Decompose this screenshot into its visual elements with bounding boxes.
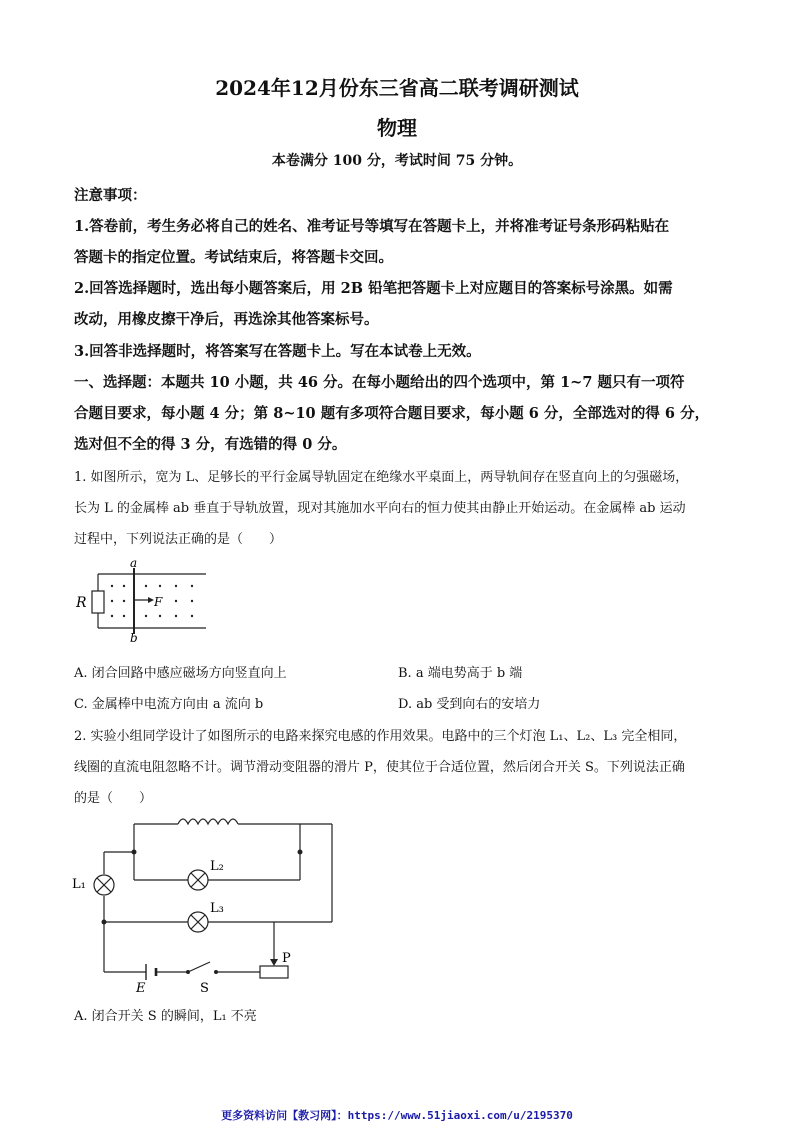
q1-figure xyxy=(74,558,214,644)
exam-subject: 物理 xyxy=(377,116,417,140)
lamp-L2 xyxy=(188,870,208,890)
section-line: 一、选择题：本题共 10 小题，共 46 分。在每小题给出的四个选项中，第 1~7 题只有一项符 xyxy=(74,374,685,391)
rheostat-symbol xyxy=(260,966,288,978)
notes-line: 2.回答选择题时，选出每小题答案后，用 2B 铅笔把答题卡上对应题目的答案标号涂黑。如需 xyxy=(74,280,673,297)
notes-line: 3.回答非选择题时，将答案写在答题卡上。写在本试卷上无效。 xyxy=(74,343,481,360)
lamp-L1 xyxy=(94,875,114,895)
q2-stem-line: 2. 实验小组同学设计了如图所示的电路来探究电感的作用效果。电路中的三个灯泡 L₁、L₂、L₃ 完全相同， xyxy=(74,729,687,744)
q2-option-a: A. 闭合开关 S 的瞬间，L₁ 不亮 xyxy=(74,1009,257,1024)
notes-line: 1.答卷前，考生务必将自己的姓名、准考证号等填写在答题卡上，并将准考证号条形码粘贴在 xyxy=(74,218,670,235)
q1-stem-line: 长为 L 的金属棒 ab 垂直于导轨放置，现对其施加水平向右的恒力使其由静止开始运动。在金属棒 ab 运动 xyxy=(74,501,686,516)
lamp-L3 xyxy=(188,912,208,932)
label-L1: L₁ xyxy=(72,877,86,892)
q2-stem-line: 线圈的直流电阻忽略不计。调节滑动变阻器的滑片 P，使其位于合适位置，然后闭合开关 S。下列说法正确 xyxy=(74,760,685,775)
label-L2: L₂ xyxy=(210,859,224,874)
q2-figure xyxy=(70,812,342,992)
label-E: E xyxy=(136,981,146,992)
exam-meta: 本卷满分 100 分，考试时间 75 分钟。 xyxy=(271,153,523,169)
switch-symbol xyxy=(188,962,210,972)
label-R: R xyxy=(76,595,87,611)
section-line: 合题目要求，每小题 4 分；第 8~10 题有多项符合题目要求，每小题 6 分，全部选对的得 6 分， xyxy=(74,405,710,422)
q1-option-c: C. 金属棒中电流方向由 a 流向 b xyxy=(74,697,264,712)
exam-title: 2024年12月份东三省高二联考调研测试 xyxy=(215,76,579,100)
q1-option-a: A. 闭合回路中感应磁场方向竖直向上 xyxy=(74,666,287,681)
notes-heading: 注意事项： xyxy=(74,187,147,204)
section-line: 选对但不全的得 3 分，有选错的得 0 分。 xyxy=(74,436,347,453)
label-b: b xyxy=(130,631,138,644)
notes-line: 改动，用橡皮擦干净后，再选涂其他答案标号。 xyxy=(74,311,379,328)
label-S: S xyxy=(200,981,209,992)
footer-link[interactable]: 更多资料访问【教习网】：https://www.51jiaoxi.com/u/2195370 xyxy=(221,1109,573,1122)
q1-stem-line: 过程中，下列说法正确的是（ ） xyxy=(74,532,283,547)
q1-stem-line: 1. 如图所示，宽为 L、足够长的平行金属导轨固定在绝缘水平桌面上，两导轨间存在竖直向上的匀强磁场， xyxy=(74,470,689,485)
q2-stem-line: 的是（ ） xyxy=(74,791,153,806)
label-P: P xyxy=(282,951,291,966)
label-F: F xyxy=(154,595,163,609)
inductor-symbol xyxy=(178,819,238,824)
resistor-symbol xyxy=(92,591,104,613)
label-a: a xyxy=(130,558,138,570)
notes-line: 答题卡的指定位置。考试结束后，将答题卡交回。 xyxy=(74,249,393,266)
q1-option-d: D. ab 受到向右的安培力 xyxy=(398,697,541,712)
q1-option-b: B. a 端电势高于 b 端 xyxy=(398,666,523,681)
label-L3: L₃ xyxy=(210,901,224,916)
